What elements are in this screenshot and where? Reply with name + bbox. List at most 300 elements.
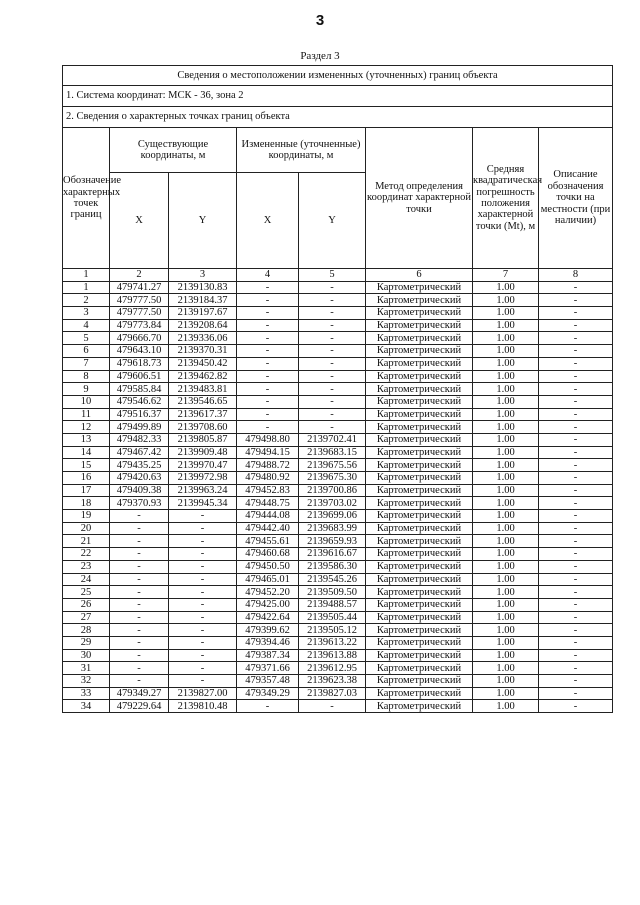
changed-x-cell: - (237, 383, 299, 396)
point-number-cell: 1 (63, 281, 110, 294)
existing-y-cell: 2139970.47 (169, 459, 237, 472)
method-cell: Картометрический (366, 675, 473, 688)
mean-error-cell: 1.00 (473, 687, 539, 700)
table-row (63, 624, 613, 637)
changed-y-cell: 2139827.03 (299, 687, 366, 700)
changed-x-cell: - (237, 319, 299, 332)
existing-x-cell: - (110, 636, 169, 649)
mean-error-cell: 1.00 (473, 319, 539, 332)
changed-x-cell: 479349.29 (237, 687, 299, 700)
table-row (63, 687, 613, 700)
column-index: 7 (473, 269, 539, 282)
point-number-cell: 33 (63, 687, 110, 700)
point-number-cell: 32 (63, 675, 110, 688)
changed-y-cell: 2139683.99 (299, 522, 366, 535)
existing-x-cell: - (110, 662, 169, 675)
point-number-cell: 14 (63, 446, 110, 459)
point-number-cell: 20 (63, 522, 110, 535)
point-number-cell: 18 (63, 497, 110, 510)
changed-y-cell: - (299, 383, 366, 396)
changed-y-cell: - (299, 395, 366, 408)
description-cell: - (539, 510, 613, 523)
changed-y-cell: - (299, 700, 366, 713)
changed-x-cell: 479450.50 (237, 560, 299, 573)
mean-error-cell: 1.00 (473, 662, 539, 675)
method-cell: Картометрический (366, 687, 473, 700)
mean-error-cell: 1.00 (473, 357, 539, 370)
point-number-cell: 5 (63, 332, 110, 345)
mean-error-cell: 1.00 (473, 522, 539, 535)
existing-y-cell: - (169, 586, 237, 599)
existing-y-cell: - (169, 573, 237, 586)
existing-x-cell: 479777.50 (110, 294, 169, 307)
existing-x-cell: 479773.84 (110, 319, 169, 332)
table-row (63, 395, 613, 408)
existing-y-cell: 2139810.48 (169, 700, 237, 713)
table-row (63, 408, 613, 421)
mean-error-cell: 1.00 (473, 611, 539, 624)
method-cell: Картометрический (366, 636, 473, 649)
changed-x-cell: - (237, 281, 299, 294)
header-existing-y: Y (169, 173, 237, 269)
mean-error-cell: 1.00 (473, 573, 539, 586)
table-row (63, 319, 613, 332)
description-cell: - (539, 421, 613, 434)
description-cell: - (539, 611, 613, 624)
existing-x-cell: 479606.51 (110, 370, 169, 383)
point-number-cell: 23 (63, 560, 110, 573)
changed-x-cell: 479448.75 (237, 497, 299, 510)
point-number-cell: 21 (63, 535, 110, 548)
mean-error-cell: 1.00 (473, 497, 539, 510)
mean-error-cell: 1.00 (473, 472, 539, 485)
changed-y-cell: - (299, 281, 366, 294)
description-cell: - (539, 649, 613, 662)
header-point-designation: Обозначение характерных точек границ (63, 128, 110, 269)
changed-y-cell: 2139659.93 (299, 535, 366, 548)
mean-error-cell: 1.00 (473, 446, 539, 459)
table-row (63, 510, 613, 523)
header-description: Описание обозначения точки на местности (при наличии) (539, 128, 613, 269)
mean-error-cell: 1.00 (473, 370, 539, 383)
method-cell: Картометрический (366, 345, 473, 358)
existing-x-cell: - (110, 560, 169, 573)
existing-y-cell: 2139184.37 (169, 294, 237, 307)
coord-system-row: 1. Система координат: МСК - 36, зона 2 (63, 86, 613, 107)
description-cell: - (539, 433, 613, 446)
existing-x-cell: - (110, 586, 169, 599)
table-row (63, 662, 613, 675)
method-cell: Картометрический (366, 395, 473, 408)
existing-y-cell: 2139617.37 (169, 408, 237, 421)
mean-error-cell: 1.00 (473, 560, 539, 573)
changed-y-cell: 2139505.44 (299, 611, 366, 624)
header-changed-coords: Измененные (уточненные) координаты, м (237, 128, 366, 173)
table-row (63, 611, 613, 624)
changed-x-cell: - (237, 370, 299, 383)
column-index: 3 (169, 269, 237, 282)
changed-x-cell: 479455.61 (237, 535, 299, 548)
point-number-cell: 10 (63, 395, 110, 408)
changed-x-cell: 479444.08 (237, 510, 299, 523)
changed-y-cell: 2139509.50 (299, 586, 366, 599)
description-cell: - (539, 560, 613, 573)
changed-x-cell: 479425.00 (237, 598, 299, 611)
method-cell: Картометрический (366, 662, 473, 675)
point-number-cell: 9 (63, 383, 110, 396)
existing-x-cell: - (110, 598, 169, 611)
description-cell: - (539, 624, 613, 637)
table-row (63, 535, 613, 548)
method-cell: Картометрический (366, 573, 473, 586)
existing-y-cell: 2139972.98 (169, 472, 237, 485)
mean-error-cell: 1.00 (473, 548, 539, 561)
method-cell: Картометрический (366, 484, 473, 497)
table-row (63, 459, 613, 472)
table-row (63, 636, 613, 649)
mean-error-cell: 1.00 (473, 535, 539, 548)
table-row (63, 345, 613, 358)
mean-error-cell: 1.00 (473, 484, 539, 497)
existing-y-cell: 2139462.82 (169, 370, 237, 383)
changed-x-cell: 479371.66 (237, 662, 299, 675)
description-cell: - (539, 687, 613, 700)
existing-x-cell: 479516.37 (110, 408, 169, 421)
changed-x-cell: 479494.15 (237, 446, 299, 459)
changed-x-cell: - (237, 345, 299, 358)
changed-x-cell: 479498.80 (237, 433, 299, 446)
description-cell: - (539, 535, 613, 548)
table-row (63, 281, 613, 294)
description-cell: - (539, 357, 613, 370)
mean-error-cell: 1.00 (473, 624, 539, 637)
description-cell: - (539, 370, 613, 383)
existing-x-cell: - (110, 522, 169, 535)
changed-y-cell: - (299, 421, 366, 434)
description-cell: - (539, 446, 613, 459)
point-number-cell: 6 (63, 345, 110, 358)
method-cell: Картометрический (366, 586, 473, 599)
existing-y-cell: 2139827.00 (169, 687, 237, 700)
existing-y-cell: - (169, 624, 237, 637)
table-row (63, 472, 613, 485)
existing-y-cell: - (169, 560, 237, 573)
header-changed-y: Y (299, 173, 366, 269)
method-cell: Картометрический (366, 611, 473, 624)
description-cell: - (539, 675, 613, 688)
mean-error-cell: 1.00 (473, 408, 539, 421)
existing-y-cell: - (169, 548, 237, 561)
mean-error-cell: 1.00 (473, 332, 539, 345)
existing-y-cell: 2139197.67 (169, 307, 237, 320)
point-number-cell: 12 (63, 421, 110, 434)
mean-error-cell: 1.00 (473, 675, 539, 688)
point-number-cell: 4 (63, 319, 110, 332)
method-cell: Картометрический (366, 649, 473, 662)
existing-x-cell: - (110, 675, 169, 688)
existing-x-cell: - (110, 548, 169, 561)
existing-y-cell: 2139370.31 (169, 345, 237, 358)
point-number-cell: 30 (63, 649, 110, 662)
table-row (63, 446, 613, 459)
method-cell: Картометрический (366, 535, 473, 548)
mean-error-cell: 1.00 (473, 636, 539, 649)
existing-x-cell: 479777.50 (110, 307, 169, 320)
changed-y-cell: 2139702.41 (299, 433, 366, 446)
table-row (63, 307, 613, 320)
description-cell: - (539, 662, 613, 675)
header-existing-x: X (110, 173, 169, 269)
header-existing-coords: Существующие координаты, м (110, 128, 237, 173)
existing-x-cell: - (110, 649, 169, 662)
changed-x-cell: - (237, 357, 299, 370)
point-number-cell: 31 (63, 662, 110, 675)
mean-error-cell: 1.00 (473, 307, 539, 320)
existing-x-cell: 479467.42 (110, 446, 169, 459)
description-cell: - (539, 459, 613, 472)
changed-y-cell: 2139675.56 (299, 459, 366, 472)
changed-y-cell: 2139613.88 (299, 649, 366, 662)
existing-x-cell: 479229.64 (110, 700, 169, 713)
method-cell: Картометрический (366, 548, 473, 561)
existing-x-cell: 479546.62 (110, 395, 169, 408)
method-cell: Картометрический (366, 294, 473, 307)
mean-error-cell: 1.00 (473, 294, 539, 307)
point-number-cell: 13 (63, 433, 110, 446)
existing-x-cell: 479666.70 (110, 332, 169, 345)
point-number-cell: 2 (63, 294, 110, 307)
description-cell: - (539, 573, 613, 586)
table-row (63, 522, 613, 535)
method-cell: Картометрический (366, 383, 473, 396)
changed-y-cell: - (299, 357, 366, 370)
point-number-cell: 16 (63, 472, 110, 485)
existing-x-cell: - (110, 611, 169, 624)
method-cell: Картометрический (366, 332, 473, 345)
table-row (63, 598, 613, 611)
point-number-cell: 19 (63, 510, 110, 523)
method-cell: Картометрический (366, 472, 473, 485)
table-row (63, 294, 613, 307)
existing-x-cell: 479349.27 (110, 687, 169, 700)
point-number-cell: 28 (63, 624, 110, 637)
existing-y-cell: - (169, 636, 237, 649)
table-row (63, 383, 613, 396)
existing-x-cell: 479435.25 (110, 459, 169, 472)
existing-x-cell: 479482.33 (110, 433, 169, 446)
table-title: Сведения о местоположении измененных (уточненных) границ объекта (63, 66, 613, 86)
changed-x-cell: - (237, 700, 299, 713)
existing-x-cell: 479499.89 (110, 421, 169, 434)
table-row (63, 497, 613, 510)
changed-x-cell: 479452.83 (237, 484, 299, 497)
existing-y-cell: - (169, 522, 237, 535)
table-row (63, 675, 613, 688)
point-number-cell: 17 (63, 484, 110, 497)
point-number-cell: 8 (63, 370, 110, 383)
method-cell: Картометрический (366, 319, 473, 332)
existing-y-cell: - (169, 598, 237, 611)
description-cell: - (539, 408, 613, 421)
description-cell: - (539, 548, 613, 561)
changed-y-cell: - (299, 345, 366, 358)
table-row (63, 700, 613, 713)
method-cell: Картометрический (366, 497, 473, 510)
description-cell: - (539, 700, 613, 713)
point-number-cell: 15 (63, 459, 110, 472)
changed-y-cell: - (299, 332, 366, 345)
existing-y-cell: - (169, 675, 237, 688)
column-index: 2 (110, 269, 169, 282)
table-row (63, 560, 613, 573)
changed-x-cell: 479460.68 (237, 548, 299, 561)
point-number-cell: 26 (63, 598, 110, 611)
changed-x-cell: 479452.20 (237, 586, 299, 599)
table-row (63, 433, 613, 446)
table-row (63, 548, 613, 561)
existing-y-cell: 2139909.48 (169, 446, 237, 459)
mean-error-cell: 1.00 (473, 586, 539, 599)
point-number-cell: 29 (63, 636, 110, 649)
description-cell: - (539, 395, 613, 408)
mean-error-cell: 1.00 (473, 598, 539, 611)
column-index: 8 (539, 269, 613, 282)
changed-x-cell: 479399.62 (237, 624, 299, 637)
table-body (63, 281, 613, 712)
existing-y-cell: - (169, 611, 237, 624)
mean-error-cell: 1.00 (473, 395, 539, 408)
description-cell: - (539, 586, 613, 599)
changed-x-cell: 479480.92 (237, 472, 299, 485)
existing-x-cell: 479618.73 (110, 357, 169, 370)
existing-y-cell: 2139450.42 (169, 357, 237, 370)
description-cell: - (539, 319, 613, 332)
point-number-cell: 34 (63, 700, 110, 713)
table-row (63, 370, 613, 383)
method-cell: Картометрический (366, 459, 473, 472)
changed-x-cell: 479387.34 (237, 649, 299, 662)
mean-error-cell: 1.00 (473, 459, 539, 472)
header-mean-error: Средняя квадратическая погрешность положения характерной точки (Mt), м (473, 128, 539, 269)
existing-y-cell: 2139130.83 (169, 281, 237, 294)
changed-x-cell: - (237, 307, 299, 320)
description-cell: - (539, 345, 613, 358)
existing-y-cell: 2139336.06 (169, 332, 237, 345)
existing-x-cell: 479741.27 (110, 281, 169, 294)
changed-y-cell: 2139700.86 (299, 484, 366, 497)
changed-y-cell: 2139586.30 (299, 560, 366, 573)
changed-y-cell: 2139703.02 (299, 497, 366, 510)
changed-y-cell: 2139613.22 (299, 636, 366, 649)
boundary-points-table (62, 65, 613, 713)
changed-x-cell: 479394.46 (237, 636, 299, 649)
table-row (63, 332, 613, 345)
changed-x-cell: 479357.48 (237, 675, 299, 688)
column-index: 5 (299, 269, 366, 282)
method-cell: Картометрический (366, 281, 473, 294)
table-row (63, 484, 613, 497)
changed-y-cell: 2139545.26 (299, 573, 366, 586)
changed-y-cell: 2139488.57 (299, 598, 366, 611)
existing-x-cell: 479370.93 (110, 497, 169, 510)
column-index: 1 (63, 269, 110, 282)
description-cell: - (539, 472, 613, 485)
changed-y-cell: - (299, 307, 366, 320)
points-heading-row: 2. Сведения о характерных точках границ объекта (63, 107, 613, 128)
page-number: 3 (315, 12, 325, 29)
changed-y-cell: 2139675.30 (299, 472, 366, 485)
column-index: 6 (366, 269, 473, 282)
table-row (63, 357, 613, 370)
existing-x-cell: 479420.63 (110, 472, 169, 485)
changed-y-cell: - (299, 319, 366, 332)
method-cell: Картометрический (366, 560, 473, 573)
existing-y-cell: 2139708.60 (169, 421, 237, 434)
description-cell: - (539, 484, 613, 497)
existing-y-cell: 2139483.81 (169, 383, 237, 396)
description-cell: - (539, 497, 613, 510)
changed-x-cell: - (237, 408, 299, 421)
changed-x-cell: 479442.40 (237, 522, 299, 535)
existing-x-cell: 479409.38 (110, 484, 169, 497)
description-cell: - (539, 522, 613, 535)
header-method: Метод определения координат характерной точки (366, 128, 473, 269)
header-changed-x: X (237, 173, 299, 269)
point-number-cell: 27 (63, 611, 110, 624)
existing-x-cell: 479585.84 (110, 383, 169, 396)
changed-x-cell: - (237, 395, 299, 408)
changed-y-cell: 2139612.95 (299, 662, 366, 675)
method-cell: Картометрический (366, 307, 473, 320)
existing-x-cell: - (110, 535, 169, 548)
description-cell: - (539, 383, 613, 396)
existing-y-cell: 2139945.34 (169, 497, 237, 510)
method-cell: Картометрический (366, 370, 473, 383)
existing-x-cell: 479643.10 (110, 345, 169, 358)
method-cell: Картометрический (366, 357, 473, 370)
existing-y-cell: - (169, 662, 237, 675)
description-cell: - (539, 332, 613, 345)
changed-x-cell: - (237, 421, 299, 434)
changed-y-cell: - (299, 408, 366, 421)
description-cell: - (539, 281, 613, 294)
point-number-cell: 7 (63, 357, 110, 370)
existing-y-cell: 2139208.64 (169, 319, 237, 332)
table-row (63, 649, 613, 662)
method-cell: Картометрический (366, 624, 473, 637)
changed-y-cell: 2139623.38 (299, 675, 366, 688)
changed-x-cell: - (237, 332, 299, 345)
existing-x-cell: - (110, 510, 169, 523)
method-cell: Картометрический (366, 421, 473, 434)
changed-x-cell: - (237, 294, 299, 307)
method-cell: Картометрический (366, 408, 473, 421)
mean-error-cell: 1.00 (473, 433, 539, 446)
existing-y-cell: - (169, 510, 237, 523)
method-cell: Картометрический (366, 433, 473, 446)
changed-y-cell: - (299, 294, 366, 307)
method-cell: Картометрический (366, 598, 473, 611)
method-cell: Картометрический (366, 446, 473, 459)
changed-y-cell: 2139683.15 (299, 446, 366, 459)
mean-error-cell: 1.00 (473, 421, 539, 434)
mean-error-cell: 1.00 (473, 649, 539, 662)
mean-error-cell: 1.00 (473, 510, 539, 523)
existing-y-cell: 2139963.24 (169, 484, 237, 497)
column-index: 4 (237, 269, 299, 282)
changed-x-cell: 479488.72 (237, 459, 299, 472)
method-cell: Картометрический (366, 510, 473, 523)
